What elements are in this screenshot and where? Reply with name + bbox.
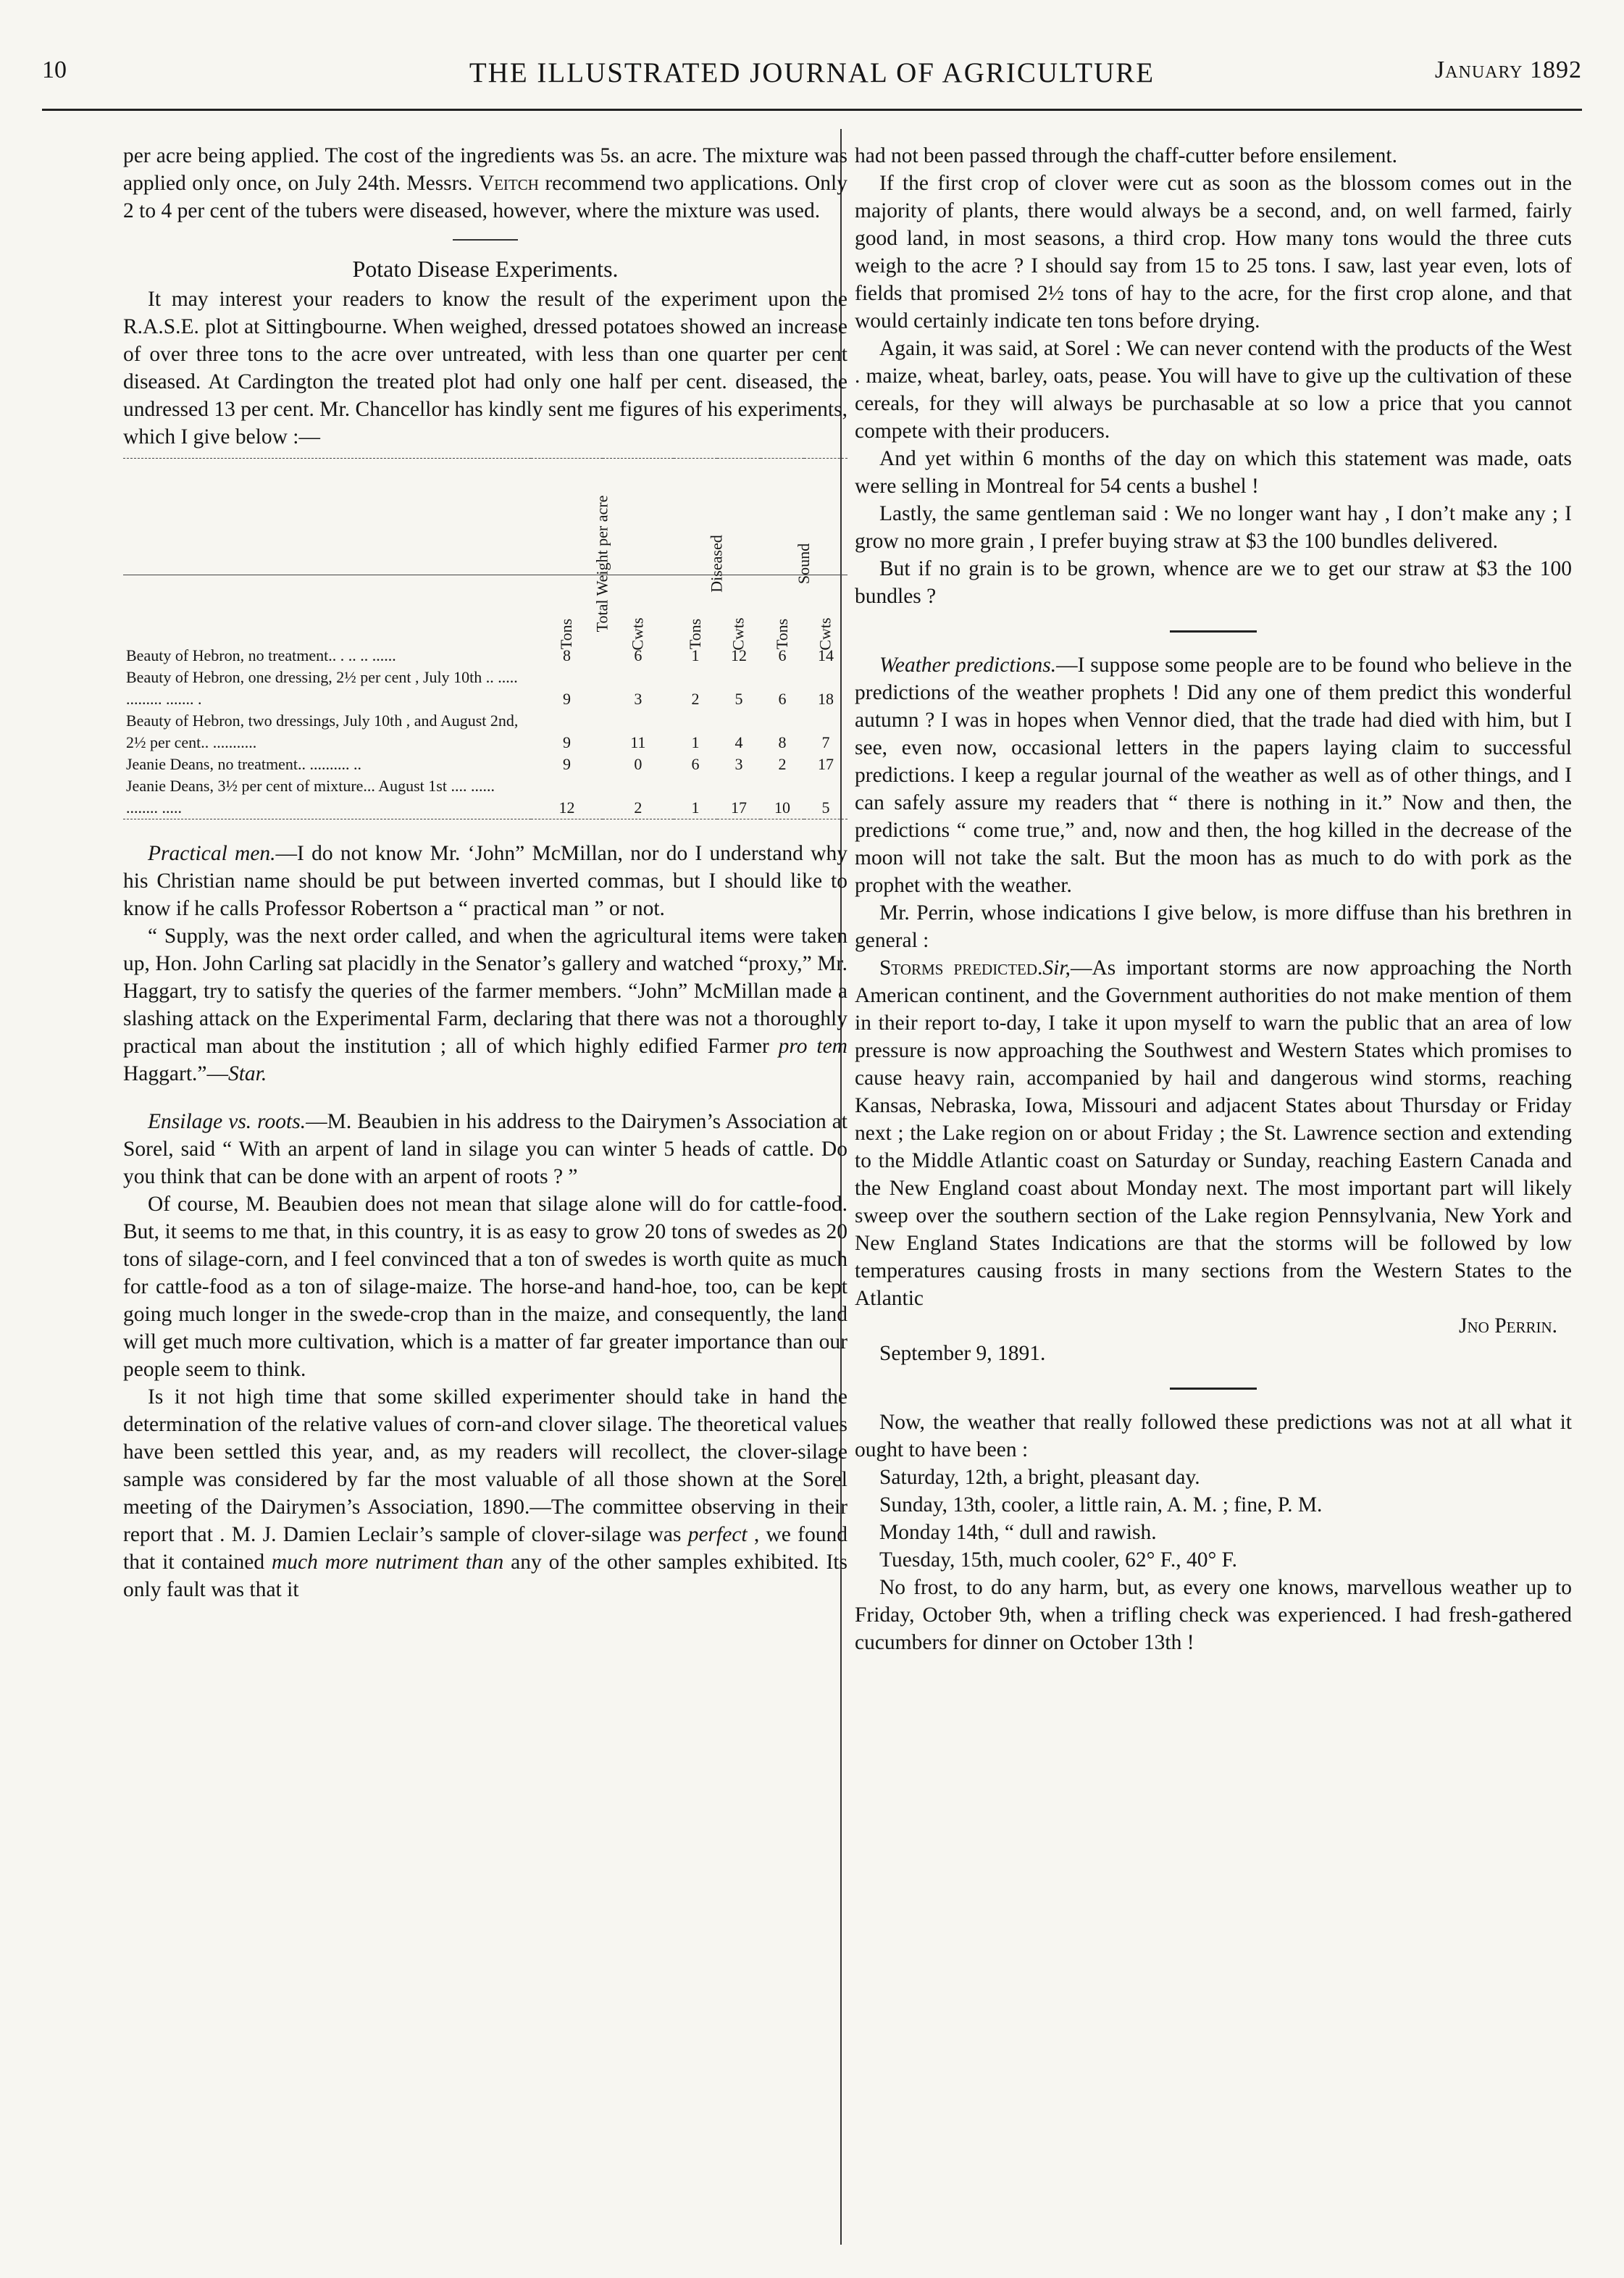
paragraph: If the first crop of clover were cut as soon as the blossom comes out in the majority of plants, there would always be a second, and, on well farmed, fairly good land, in most seasons, a third crop. How many tons would the three cuts weigh to the acre ? I should say from 15 to 25 tons. I saw, last year even, lots of fields that promised 2½ tons of hay to the acre, for the first crop alone, and that would certainly indicate ten tons before drying.: [855, 172, 1572, 333]
cell: 1: [674, 775, 717, 819]
table-unit-row: [123, 575, 847, 646]
row-label: Jeanie Deans, no treatment.. .......... ..: [126, 755, 362, 773]
unit-label: Tons: [557, 618, 576, 650]
table-row: [123, 667, 847, 710]
cell: 6: [778, 646, 787, 664]
cell: 9: [562, 733, 571, 751]
page-header: [42, 57, 1582, 93]
section-heading-potato: Potato Disease Experiments.: [352, 256, 619, 282]
unit-label: Cwts: [816, 617, 834, 651]
signature-date: September 9, 1891.: [879, 1342, 1046, 1365]
cell: 12: [731, 646, 747, 664]
column-header: Diseased: [707, 535, 726, 593]
cell: 3: [734, 755, 743, 773]
paragraph: Of course, M. Beaubien does not mean that silage alone will do for cattle-food. But, it seems to me that, in this country, it is as easy to grow 20 tons of swedes as 20 tons of silage-corn, and I feel convinced that a ton of swedes is worth quite as much for cattle-food as a ton of silage-maize. The horse-and hand-hoe, too, can be kept going much longer in the swede-crop than in the maize, and consequently, the land will get much more cultivation, which is a matter of far greater importance than our people seem to think.: [123, 1193, 847, 1381]
paragraph: Storms predicted.Sir,—As important storms are now approaching the North American continent, and the Government authorities do not make mention of them in their report to-day, I take it upon myself to warn the public that an area of low pressure is now approaching the Southwest and Western States which promises to cause heavy rain, accompanied by hail and dangerous wind storms, reaching Kansas, Nebraska, Iowa, Missouri and adjacent States about Thursday or Friday next ; the Lake region on or about Friday ; the St. Lawrence section and extending to the Middle Atlantic coast on Saturday or Sunday, reaching Eastern Canada and the New England coast about Monday next. The most important part will likely sweep over the southern section of the Lake region Pennsylvania, New York and New England States Indications are that the storms will be followed by low temperatures causing frosts in many sections from the Western States to the Atlantic: [855, 956, 1572, 1310]
table-header-row: [123, 459, 847, 575]
column-header: Sound: [795, 543, 813, 585]
paragraph: Lastly, the same gentleman said : We no longer want hay , I don’t make any ; I grow no more grain , I prefer buying straw at $3 the 100 bundles delivered.: [855, 502, 1572, 553]
list-item: Sunday, 13th, cooler, a little rain, A. M. ; fine, P. M.: [879, 1493, 1323, 1516]
left-column: [123, 142, 847, 1603]
paragraph: Ensilage vs. roots.—M. Beaubien in his address to the Dairymen’s Association at Sorel, said “ With an arpent of land in silage you can winter 5 heads of cattle. Do you think that can be done with an arpent of roots ? ”: [123, 1110, 848, 1188]
unit-label: Tons: [773, 618, 791, 650]
cell: 1: [691, 733, 700, 751]
cell: 0: [634, 755, 643, 773]
cell: 8: [778, 733, 787, 751]
paragraph: No frost, to do any harm, but, as every one knows, marvellous weather up to Friday, October 9th, when a trifling check was experienced. I had fresh-gathered cucumbers for dinner on October 13th !: [855, 1576, 1572, 1654]
cell: 2: [778, 755, 787, 773]
journal-title: THE ILLUSTRATED JOURNAL OF AGRICULTURE: [469, 57, 1155, 88]
weather-list: [855, 1464, 1572, 1574]
potato-experiment-table: [123, 458, 847, 819]
cell: 9: [562, 755, 571, 773]
list-item: Monday 14th, “ dull and rawish.: [879, 1521, 1157, 1544]
row-label: Beauty of Hebron, no treatment.. . .. .. ......: [126, 646, 396, 664]
cell: 12: [531, 775, 602, 819]
section-rule: [453, 239, 518, 241]
paragraph: Weather predictions.—I suppose some people are to be found who believe in the predictions of the weather prophets ! Did any one of them predict this wonderful autumn ? I was in hopes when Vennor died, that the trade had died with him, but I see, even now, occasional letters in the papers laying claim to successful predictions. I keep a regular journal of the weather as well as of other things, and I can safely assure my readers that “ there is nothing in it.” Now and then, the predictions “ come true,” and, now and then, the hog killed in the decrease of the moon will not take the salt. But the moon has as much to do with pork as the prophet with the weather.: [855, 654, 1572, 897]
cell: 18: [818, 690, 834, 708]
unit-label: Tons: [686, 618, 704, 650]
paragraph: And yet within 6 months of the day on which this statement was made, oats were selling in Montreal for 54 cents a bushel !: [855, 447, 1572, 498]
paragraph: per acre being applied. The cost of the ingredients was 5s. an acre. The mixture was applied only once, on July 24th. Messrs. Veitch recommend two applications. Only 2 to 4 per cent of the tubers were diseased, however, where the mixture was used.: [123, 144, 847, 222]
paragraph: Again, it was said, at Sorel : We can never contend with the products of the West . maize, wheat, barley, oats, pease. You will have to give up the cultivation of these cereals, for they will always be purchasable at so low a price that you cannot compete with their producers.: [855, 337, 1572, 443]
cell: 11: [630, 733, 646, 751]
paragraph: But if no grain is to be grown, whence are we to get our straw at $3 the 100 bundles ?: [855, 557, 1572, 608]
cell: 17: [717, 775, 761, 819]
right-column: [855, 142, 1572, 1656]
paragraph: Practical men.—I do not know Mr. ‘John” McMillan, nor do I understand why his Christian name should be put between inverted commas, but I should like to know if he calls Professor Robertson a “ practical man ” or not.: [123, 842, 847, 920]
table-row: [123, 710, 847, 754]
cell: 3: [634, 690, 643, 708]
paragraph: Now, the weather that really followed these predictions was not at all what it ought to have been :: [855, 1411, 1572, 1461]
unit-label: Cwts: [628, 617, 647, 651]
paragraph: Is it not high time that some skilled experimenter should take in hand the determination of the relative values of corn-and clover silage. The theoretical values have been settled this year, and, as my readers will recollect, the clover-silage sample was considered by far the most valuable of all those shown at the Sorel meeting of the Dairymen’s Association, 1890.—The committee observing in their report that . M. J. Damien Leclair’s sample of clover-silage was perfect , we found that it contained much more nutriment than any of the other samples exhibited. Its only fault was that it: [123, 1385, 847, 1601]
cell: 9: [562, 690, 571, 708]
row-label: Jeanie Deans, 3½ per cent of mixture... August 1st .... ...... ........ .....: [123, 775, 531, 819]
list-item: Tuesday, 15th, much cooler, 62° F., 40° F.: [879, 1548, 1238, 1572]
cell: 8: [562, 646, 571, 664]
paragraph: had not been passed through the chaff-cutter before ensilement.: [855, 144, 1397, 167]
issue-date: January 1892: [1434, 57, 1582, 83]
cell: 6: [778, 690, 787, 708]
cell: 6: [691, 755, 700, 773]
cell: 1: [691, 646, 700, 664]
list-item: Saturday, 12th, a bright, pleasant day.: [879, 1466, 1200, 1489]
section-rule: [1170, 630, 1257, 633]
cell: 5: [804, 775, 847, 819]
row-label: Beauty of Hebron, one dressing, 2½ per cent , July 10th .. ..... ......... ....... .: [126, 668, 518, 708]
cell: 10: [761, 775, 804, 819]
cell: 2: [691, 690, 700, 708]
signature-name: Jno Perrin.: [1459, 1314, 1557, 1338]
paragraph: Mr. Perrin, whose indications I give below, is more diffuse than his brethren in general :: [855, 901, 1572, 952]
section-rule: [1170, 1388, 1257, 1390]
paragraph: “ Supply, was the next order called, and when the agricultural items were taken up, Hon. John Carling sat placidly in the Senator’s gallery and watched “proxy,” Mr. Haggart, try to satisfy the queries of the farmer members. “John” McMillan made a slashing attack on the Experimental Farm, declaring that there was not a thoroughly practical man about the institution ; all of which highly edified Farmer pro tem Haggart.”—Star.: [123, 925, 847, 1085]
page-number: 10: [42, 57, 67, 83]
cell: 17: [818, 755, 834, 773]
cell: 5: [734, 690, 743, 708]
signature-block: [855, 1312, 1572, 1340]
table-row: [123, 775, 847, 819]
table-row: [123, 754, 847, 775]
cell: 14: [818, 646, 834, 664]
cell: 6: [634, 646, 643, 664]
header-rule: [42, 109, 1582, 111]
column-header: Total Weight per acre: [593, 495, 611, 633]
cell: 2: [603, 775, 674, 819]
unit-label: Cwts: [729, 617, 748, 651]
cell: 4: [734, 733, 743, 751]
cell: 7: [821, 733, 830, 751]
row-label: Beauty of Hebron, two dressings, July 10th , and August 2nd, 2½ per cent.. ...........: [126, 712, 519, 751]
paragraph: It may interest your readers to know the result of the experiment upon the R.A.S.E. plot at Sittingbourne. When weighed, dressed potatoes showed an increase of over three tons to the acre over untreated, with less than one quarter per cent diseased. At Cardington the treated plot had only one half per cent. diseased, the undressed 13 per cent. Mr. Chancellor has kindly sent me figures of his experiments, which I give below :—: [123, 288, 847, 448]
